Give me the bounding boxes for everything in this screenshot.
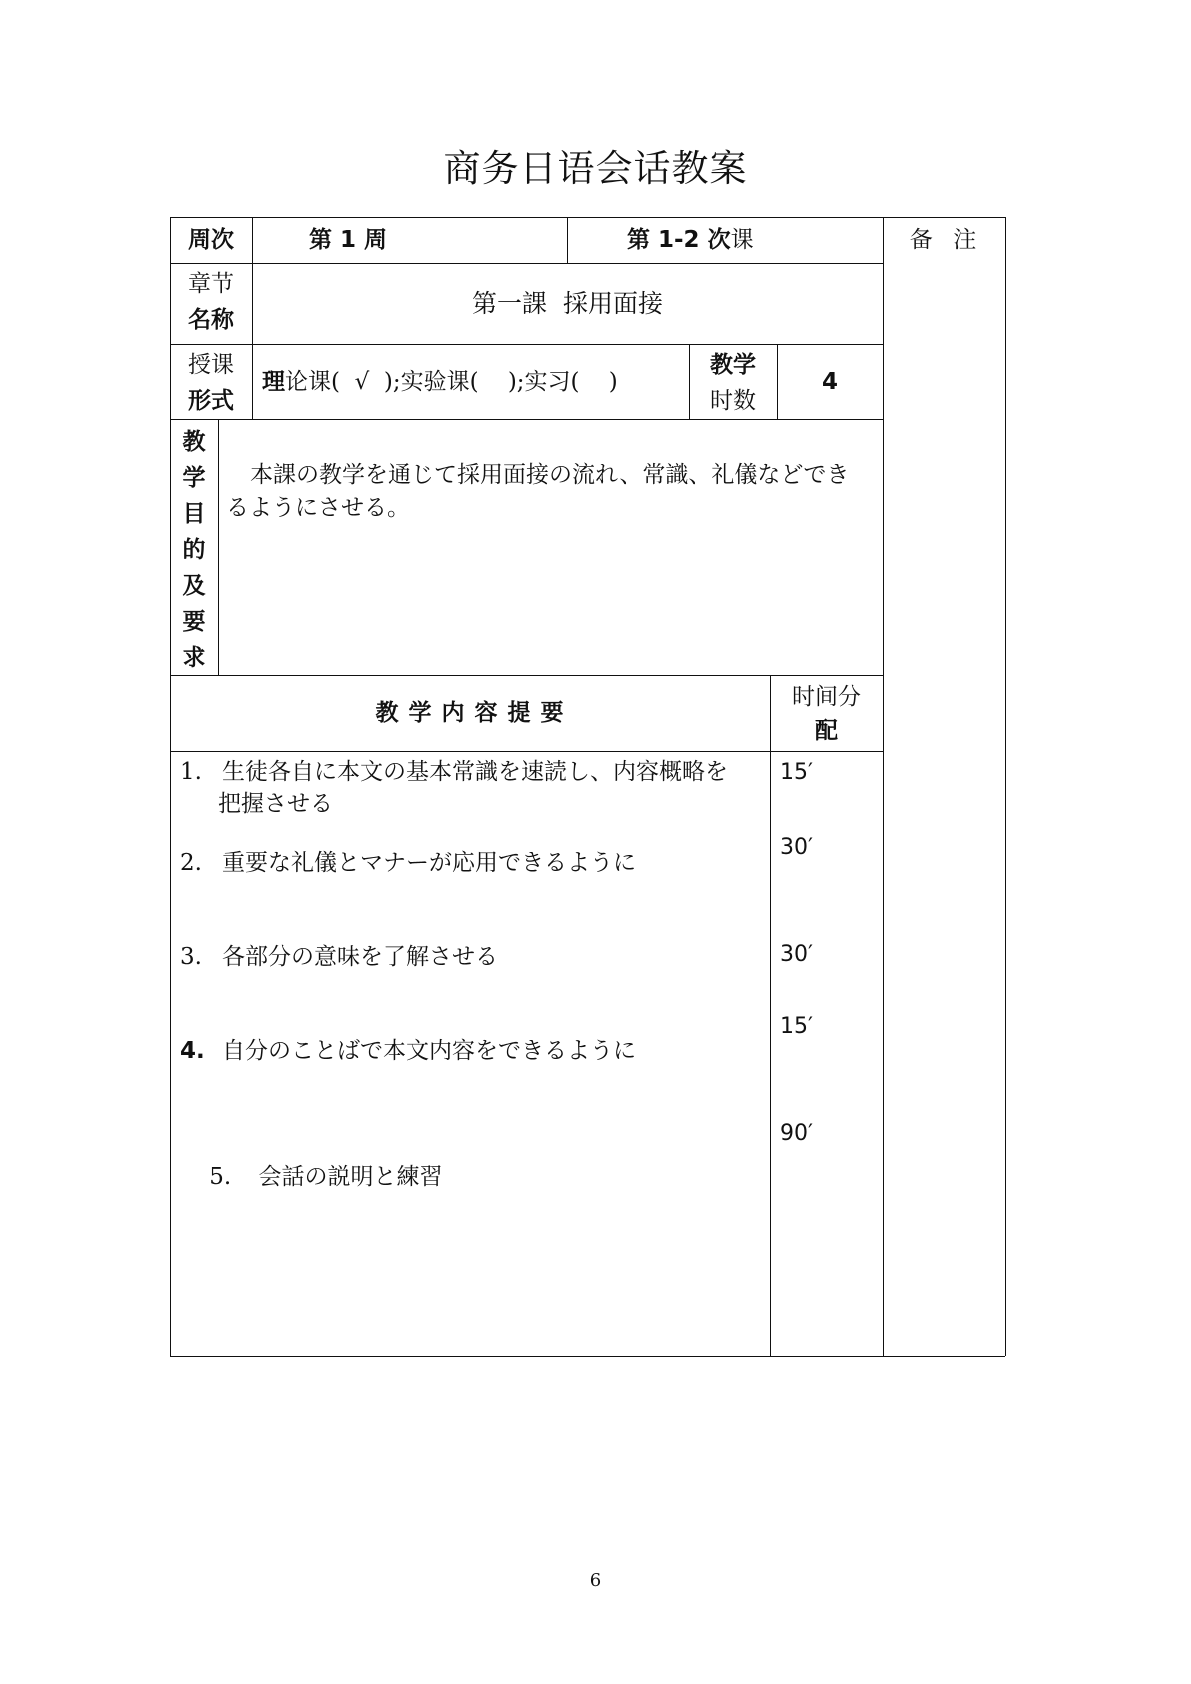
hours-label-line1: 教学: [710, 352, 756, 378]
chapter-name: 第一課 採用面接: [472, 288, 663, 318]
time-header-line1: 时间分: [792, 684, 861, 710]
objective-label-char: 目: [182, 501, 206, 527]
list-item: [180, 1129, 760, 1225]
time-header-line2: 配: [815, 718, 838, 744]
item-time: 15′: [780, 760, 813, 785]
objective-label-char: 的: [182, 537, 206, 563]
list-item: [180, 756, 760, 820]
item-text: 会話の説明と練習: [251, 1164, 443, 1190]
hours-label-line2: 时数: [710, 388, 756, 414]
objective-label-char: 求: [182, 645, 206, 671]
document-title: 商务日语会话教案: [443, 147, 748, 190]
item-text: 自分のことばで本文内容をできるように: [222, 1038, 636, 1064]
item-text: 重要な礼儀とマナーが応用できるように: [222, 850, 636, 876]
item-text: 生徒各自に本文の基本常識を速読し、内容概略を: [222, 759, 728, 785]
week-value: 第 1 周: [309, 227, 388, 253]
remarks-label: 备 注: [909, 227, 979, 253]
list-item: [180, 847, 760, 879]
objective-label-char: 及: [182, 573, 206, 599]
objective-text-line1: 本課の教学を通じて採用面接の流れ、常識、礼儀などでき: [250, 462, 850, 488]
format-text-prefix: 理: [262, 368, 285, 395]
item-time: 30′: [780, 942, 813, 967]
page-number: 6: [589, 1570, 602, 1591]
item-number: 4.: [180, 1038, 205, 1064]
session-value: [567, 217, 883, 263]
list-item: [180, 941, 760, 973]
session-prefix: 第 1-2 次: [627, 227, 731, 253]
item-time: 30′: [780, 835, 813, 860]
objective-text: [226, 459, 881, 525]
time-allocation-header: [770, 680, 883, 751]
item-number: 1.: [180, 759, 202, 785]
format-text: [252, 344, 689, 419]
chapter-label-line2: 名称: [188, 307, 234, 333]
hours-label: [689, 347, 777, 419]
chapter-label: [170, 266, 252, 344]
objective-label: [170, 424, 218, 674]
item-time: 15′: [780, 1014, 813, 1039]
week-label: 周次: [188, 227, 234, 253]
objective-label-char: 教: [182, 429, 206, 455]
objective-text-line2: るようにさせる。: [226, 495, 410, 521]
item-time: 90′: [780, 1121, 813, 1146]
format-label-line1: 授课: [188, 352, 234, 378]
hours-value: 4: [821, 368, 838, 395]
item-number: 3.: [180, 944, 202, 970]
list-item: [180, 1035, 760, 1067]
item-text: 各部分の意味を了解させる: [222, 944, 498, 970]
item-text-line2: 把握させる: [218, 791, 333, 817]
item-number: 5.: [209, 1164, 232, 1190]
content-header: 教 学 内 容 提 要: [375, 700, 565, 726]
chapter-label-line1: 章节: [188, 271, 234, 297]
item-number: 2.: [180, 850, 202, 876]
objective-label-char: 要: [182, 609, 206, 635]
objective-label-char: 学: [182, 465, 206, 491]
format-text-rest: 论课( √ );实验课( );实习( ): [285, 368, 618, 395]
session-suffix: 课: [730, 227, 754, 253]
format-label-line2: 形式: [188, 388, 234, 414]
format-label: [170, 347, 252, 419]
